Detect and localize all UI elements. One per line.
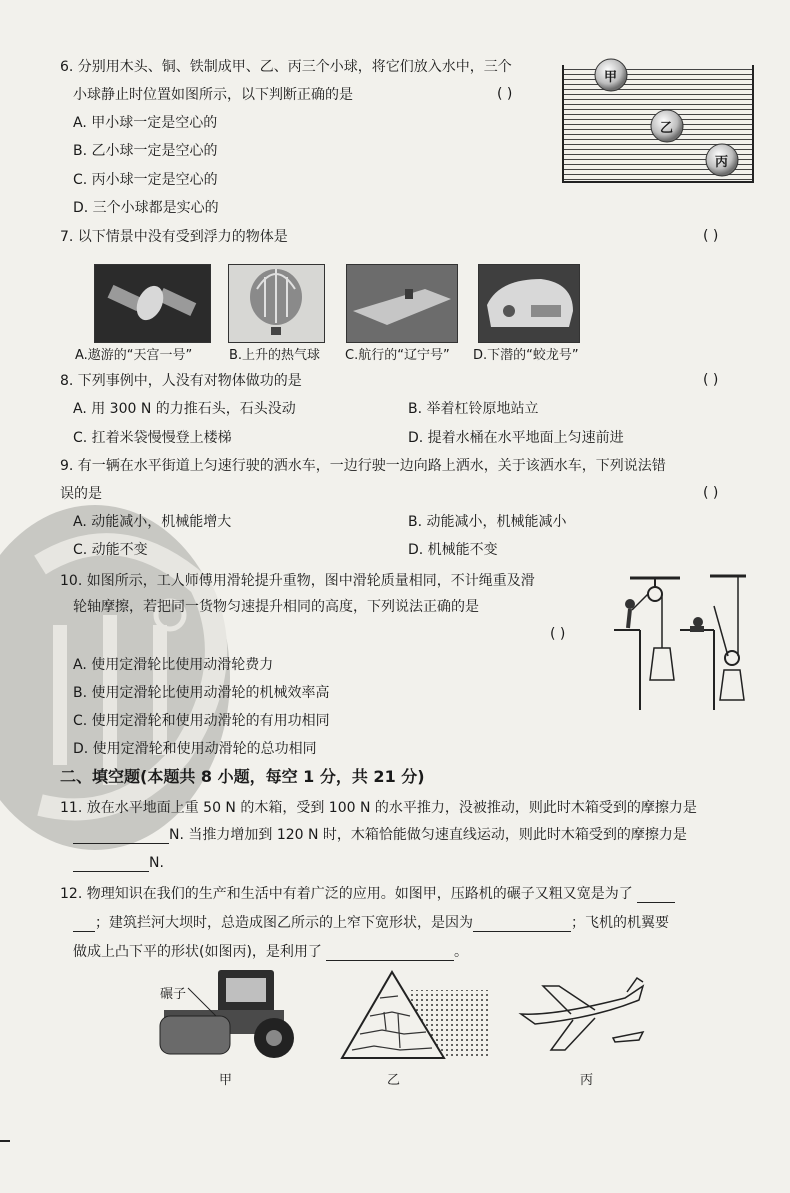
q7-answer-paren: ( )	[703, 228, 719, 244]
q7-photo-liaoning-carrier	[346, 264, 458, 343]
q12-line2-text-b: ；飞机的机翼要	[571, 915, 669, 931]
q12-fig-label-bing: 丙	[580, 1073, 594, 1088]
q6-line1: 6. 分别用木头、铜、铁制成甲、乙、丙三个小球，将它们放入水中，三个	[60, 59, 512, 75]
q9-answer-paren: ( )	[703, 485, 719, 501]
q8-answer-paren: ( )	[703, 372, 719, 388]
q12-airplane-figure	[515, 976, 655, 1056]
q6-option-b: B. 乙小球一定是空心的	[73, 143, 218, 159]
q9-option-b: B. 动能减小，机械能减小	[408, 514, 567, 530]
q12-dam-figure	[340, 968, 495, 1063]
q10-option-d: D. 使用定滑轮和使用动滑轮的总功相同	[73, 741, 317, 757]
q6-option-d: D. 三个小球都是实心的	[73, 200, 219, 216]
q10-line2: 轮轴摩擦，若把同一货物匀速提升相同的高度，下列说法正确的是	[73, 599, 479, 615]
ball-label-jia: 甲	[604, 70, 618, 85]
q11-line3-text: N.	[149, 855, 164, 871]
q10-option-c: C. 使用定滑轮和使用动滑轮的有用功相同	[73, 713, 330, 729]
q11-line1: 11. 放在水平地面上重 50 N 的木箱，受到 100 N 的水平推力，没被推动，则此时木箱受到的摩擦力是	[60, 800, 697, 816]
q10-line1: 10. 如图所示，工人师傅用滑轮提升重物，图中滑轮质量相同，不计绳重及滑	[60, 573, 535, 589]
q12-road-roller-figure	[150, 966, 300, 1066]
q9-option-c: C. 动能不变	[73, 542, 148, 558]
q7-caption-c: C.航行的“辽宁号”	[345, 348, 450, 363]
q11-blank-2[interactable]	[73, 857, 149, 872]
q12-line3-text-b: 。	[453, 944, 468, 960]
q12-roller-label: 碾子	[160, 987, 187, 1002]
q8-option-b: B. 举着杠铃原地站立	[408, 401, 539, 417]
q10-answer-paren: ( )	[550, 626, 566, 642]
q11-line3	[73, 854, 164, 872]
q11-blank-1[interactable]	[73, 829, 169, 844]
q10-pulley-figure	[610, 570, 750, 715]
q7-caption-a: A.遨游的“天宫一号”	[75, 348, 193, 363]
ball-label-yi: 乙	[660, 121, 674, 136]
q12-line1	[60, 885, 675, 903]
q12-line3	[73, 943, 468, 961]
q12-line2-text-a: ；建筑拦河大坝时，总造成图乙所示的上窄下宽形状，是因为	[95, 915, 473, 931]
q12-blank-3[interactable]	[326, 946, 454, 961]
q11-line2	[73, 826, 687, 844]
q7-photo-tiangong	[94, 264, 211, 343]
q9-line1: 9. 有一辆在水平街道上匀速行驶的洒水车，一边行驶一边向路上洒水，关于该洒水车，下列说法错	[60, 458, 666, 474]
q6-option-a: A. 甲小球一定是空心的	[73, 115, 218, 131]
q12-line2	[73, 914, 669, 932]
q12-fig-label-jia: 甲	[219, 1073, 233, 1088]
q11-line2-text: N. 当推力增加到 120 N 时，木箱恰能做匀速直线运动，则此时木箱受到的摩擦力是	[169, 827, 687, 843]
q8-option-d: D. 提着水桶在水平地面上匀速前进	[408, 430, 624, 446]
q7-caption-d: D.下潜的“蛟龙号”	[473, 348, 579, 363]
q12-line3-text-a: 做成上凸下平的形状(如图丙)，是利用了	[73, 944, 322, 960]
q6-line2: 小球静止时位置如图所示，以下判断正确的是	[73, 87, 353, 103]
q7-caption-b: B.上升的热气球	[229, 348, 321, 363]
section2-title: 二、填空题(本题共 8 小题，每空 1 分，共 21 分)	[60, 767, 425, 786]
q9-line2: 误的是	[60, 486, 102, 502]
q8-option-c: C. 扛着米袋慢慢登上楼梯	[73, 430, 232, 446]
q8-option-a: A. 用 300 N 的力推石头，石头没动	[73, 401, 296, 417]
q12-blank-1b[interactable]	[73, 917, 95, 932]
q6-option-c: C. 丙小球一定是空心的	[73, 172, 218, 188]
page-edge-mark	[0, 1140, 10, 1142]
q12-blank-1a[interactable]	[637, 888, 675, 903]
ball-label-bing: 丙	[715, 155, 729, 170]
q12-line1-text: 12. 物理知识在我们的生产和生活中有着广泛的应用。如图甲，压路机的碾子又粗又宽是为了	[60, 886, 633, 902]
q8-stem: 8. 下列事例中，人没有对物体做功的是	[60, 373, 302, 389]
q7-photo-jiaolong-submersible	[478, 264, 580, 343]
q10-option-a: A. 使用定滑轮比使用动滑轮费力	[73, 657, 274, 673]
q7-stem: 7. 以下情景中没有受到浮力的物体是	[60, 229, 288, 245]
q12-blank-2[interactable]	[473, 917, 571, 932]
q7-photo-hot-air-balloon	[228, 264, 325, 343]
q9-option-d: D. 机械能不变	[408, 542, 498, 558]
q10-option-b: B. 使用定滑轮比使用动滑轮的机械效率高	[73, 685, 330, 701]
q12-fig-label-yi: 乙	[387, 1073, 401, 1088]
q6-answer-paren: ( )	[497, 86, 513, 102]
q9-option-a: A. 动能减小，机械能增大	[73, 514, 232, 530]
